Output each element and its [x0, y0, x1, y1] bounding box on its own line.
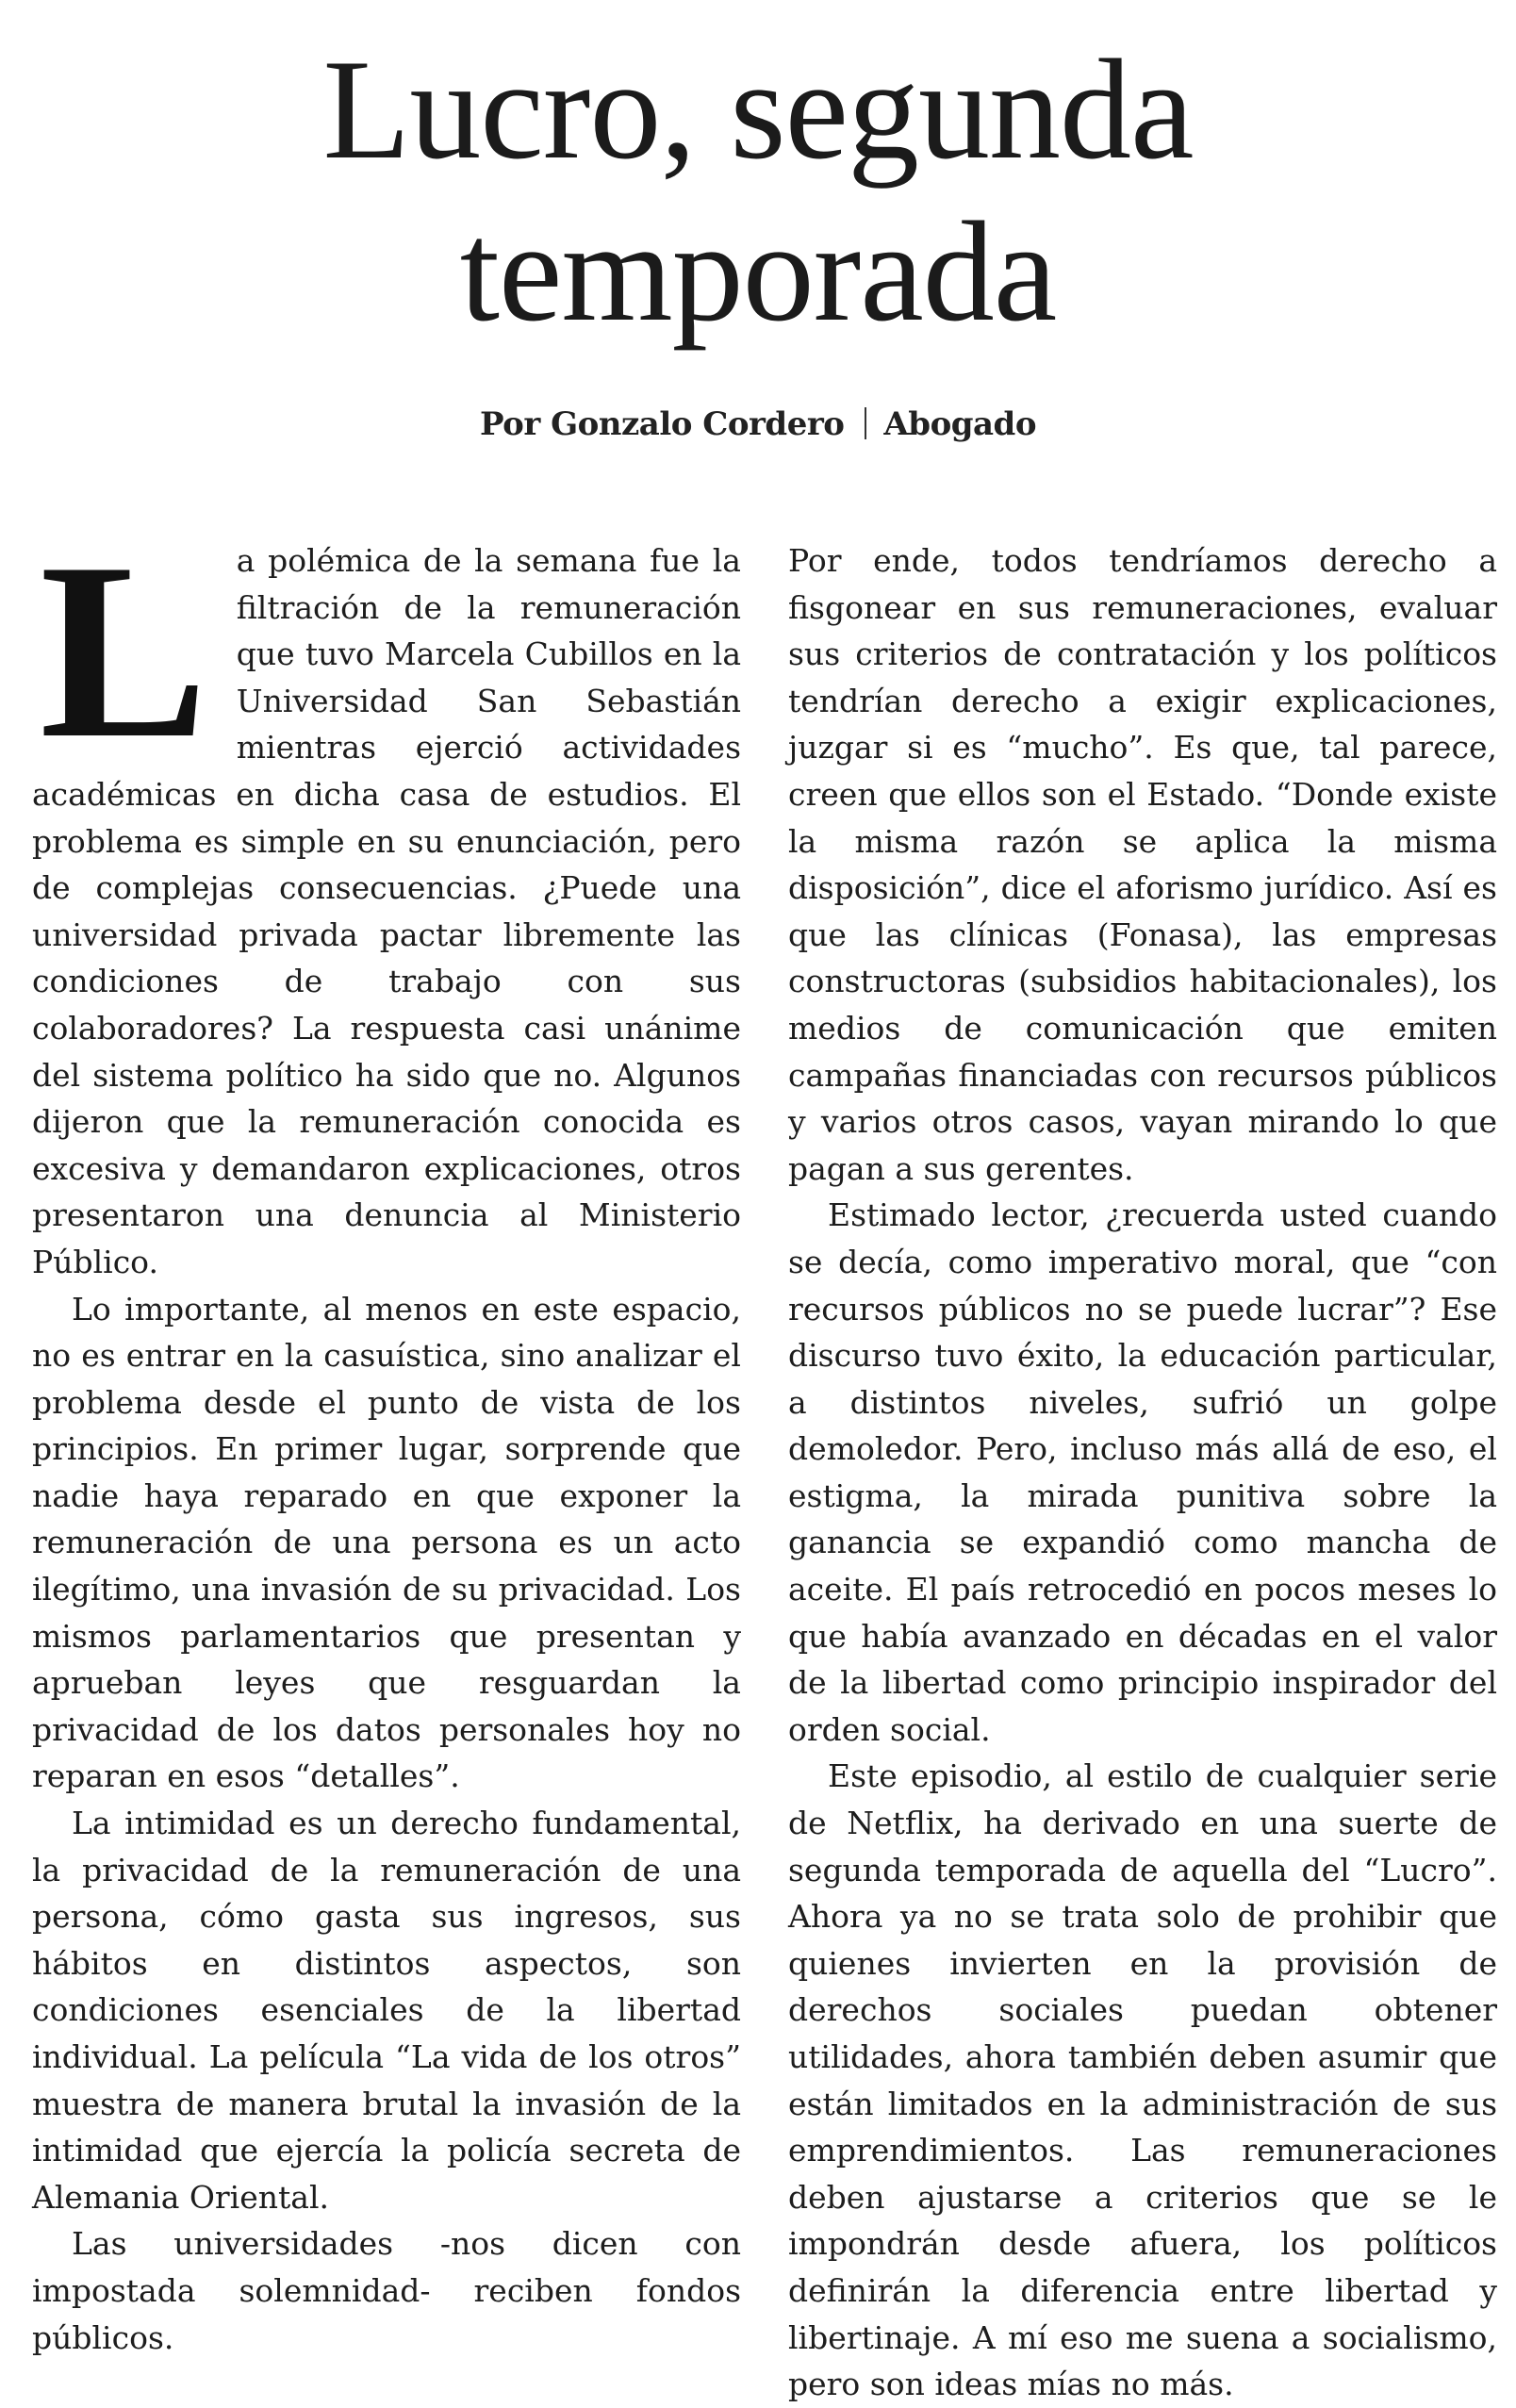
paragraph: Estimado lector, ¿recuerda usted cuando se decía, como imperativo moral, que “con recursos públicos no se puede lucrar”? Ese discurso tuvo éxito, la educación particular, a distintos niveles, sufrió un golpe demoledor. Pero, incluso más allá de eso, el estigma, la mirada punitiva sobre la ganancia se expandió como mancha de aceite. El país retrocedió en pocos meses lo que había avanzado en décadas en el valor de la libertad como principio inspirador del orden social.: [788, 1196, 1497, 1748]
paragraph: Este episodio, al estilo de cualquier serie de Netflix, ha derivado en una suerte de segunda temporada de aquella del “Lucro”. Ahora ya no se trata solo de prohibir que quienes invierten en la provisión de derechos sociales puedan obtener utilidades, ahora también deben asumir que están limitados en la administración de sus emprendimientos. Las remuneraciones deben ajustarse a criterios que se le impondrán desde afuera, los políticos definirán la diferencia entre libertad y libertinaje. A mí eso me suena a socialismo, pero son ideas mías no más.: [788, 1757, 1497, 2403]
paragraph: Lo importante, al menos en este espacio, no es entrar en la casuística, sino analizar el problema desde el punto de vista de los principios. En primer lugar, sorprende que nadie haya reparado en que exponer la remuneración de una persona es un acto ilegítimo, una invasión de su privacidad. Los mismos parlamentarios que presentan y aprueban leyes que resguardan la privacidad de los datos personales hoy no reparan en esos “detalles”.: [32, 1290, 741, 1795]
paragraph: Por ende, todos tendríamos derecho a fisgonear en sus remuneraciones, evaluar sus criterios de contratación y los políticos tendrían derecho a exigir explicaciones, juzgar si es “mucho”. Es que, tal parece, creen que ellos son el Estado. “Donde existe la misma razón se aplica la misma disposición”, dice el aforismo jurídico. Así es que las clínicas (Fonasa), las empresas constructoras (subsidios habitacionales), los medios de comunicación que emiten campañas financiadas con recursos públicos y varios otros casos, vayan mirando lo que pagan a sus gerentes.: [788, 542, 1497, 1187]
paragraph-text: a polémica de la semana fue la filtración de la remuneración que tuvo Marcela Cubillos en la Universidad San Sebastián mientras ejerció actividades académicas en dicha casa de estudios. El problema es simple en su enunciación, pero de complejas consecuencias. ¿Puede una universidad privada pactar libremente las condiciones de trabajo con sus colaboradores? La respuesta casi unánime del sistema político ha sido que no. Algunos dijeron que la remuneración conocida es excesiva y demandaron explicaciones, otros presentaron una denuncia al Ministerio Público.: [32, 542, 741, 1280]
byline-author: Por Gonzalo Cordero: [479, 405, 845, 443]
headline: [0, 28, 1516, 353]
drop-cap: L: [40, 510, 208, 790]
paragraph: [32, 510, 741, 1286]
headline-line-1: Lucro, segunda: [322, 30, 1194, 189]
article-column-left: [32, 510, 741, 2356]
byline-separator: [865, 407, 866, 439]
paragraph: Las universidades -nos dicen con impostada solemnidad- reciben fondos públicos.: [32, 2225, 741, 2356]
paragraph: La intimidad es un derecho fundamental, la privacidad de la remuneración de una persona, cómo gasta sus ingresos, sus hábitos en distintos aspectos, son condiciones esenciales de la libertad individual. La película “La vida de los otros” muestra de manera brutal la invasión de la intimidad que ejercía la policía secreta de Alemania Oriental.: [32, 1805, 741, 2216]
headline-line-2: temporada: [459, 192, 1057, 351]
byline-role: Abogado: [883, 405, 1037, 443]
byline: [0, 405, 1516, 443]
article-column-right: [788, 537, 1497, 2403]
